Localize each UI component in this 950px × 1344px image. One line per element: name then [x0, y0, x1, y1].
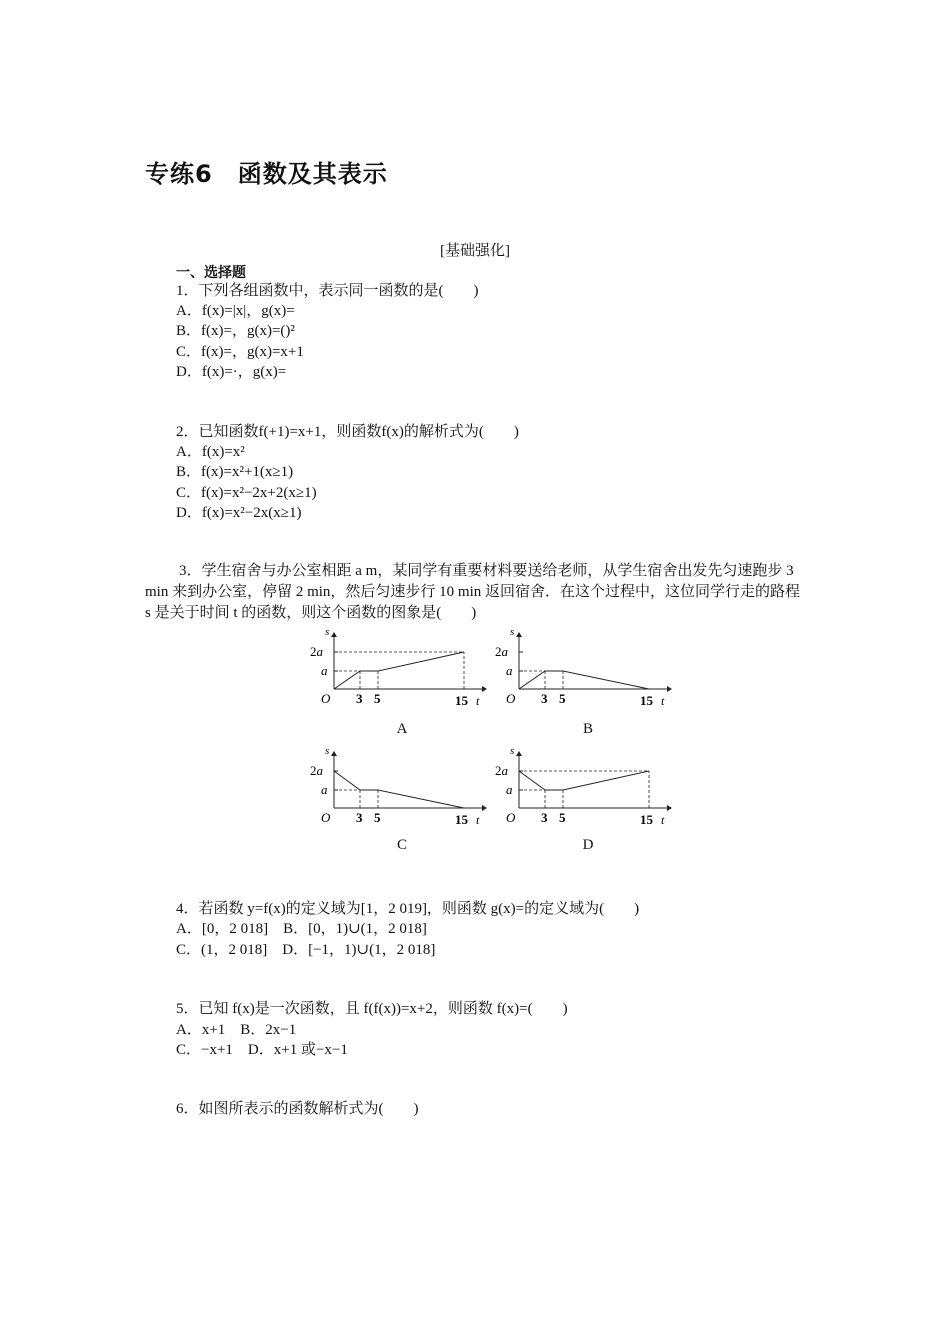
- series-line-d: [519, 771, 649, 790]
- s-axis-label: s: [325, 745, 330, 757]
- t-axis-arrow: [667, 686, 672, 692]
- q5-stem: 5．已知 f(x)是一次函数，且 f(f(x))=x+2，则函数 f(x)=( ): [176, 1001, 568, 1017]
- q1-option-b: B．f(x)=，g(x)=()²: [176, 323, 295, 339]
- origin-label: O: [321, 691, 331, 706]
- q3-stem: 3．学生宿舍与办公室相距 a m，某同学有重要材料要送给老师，从学生宿舍出发先匀速跑步 3 min 来到办公室，停留 2 min，然后匀速步行 10 min 返回宿舍．在这个过程中，这位同学行走的路程 s 是关于时间 t 的函数，则这个函数的图象是( ): [145, 563, 801, 621]
- graph-plot-area: [495, 745, 672, 827]
- t-axis-label: t: [476, 694, 480, 708]
- x-tick-5: 5: [559, 810, 566, 825]
- q1-stem: 1．下列各组函数中，表示同一函数的是( ): [176, 283, 479, 299]
- y-tick-2a: 2a: [310, 644, 323, 659]
- q2-option-b: B．f(x)=x²+1(x≥1): [176, 464, 294, 480]
- q2-option-d: D．f(x)=x²−2x(x≥1): [176, 505, 302, 521]
- y-tick-a: a: [321, 782, 328, 797]
- q1-option-c: C．f(x)=，g(x)=x+1: [176, 344, 304, 360]
- s-axis-label: s: [510, 745, 515, 757]
- q2-stem: 2．已知函数f(+1)=x+1，则函数f(x)的解析式为( ): [176, 424, 519, 440]
- y-tick-a: a: [321, 663, 328, 678]
- graph-b: [494, 626, 684, 726]
- q2-option-a: A．f(x)=x²: [176, 444, 245, 460]
- graph-label-c: C: [396, 837, 407, 853]
- t-axis-label: t: [661, 694, 665, 708]
- y-tick-2a: 2a: [495, 644, 508, 659]
- q1-option-a: A．f(x)=|x|，g(x)=: [176, 303, 295, 319]
- q4-options-ab: A．[0，2 018] B．[0，1)∪(1，2 018]: [176, 921, 427, 937]
- q5-options-cd: C．−x+1 D．x+1 或−x−1: [176, 1042, 348, 1058]
- s-axis-arrow: [516, 632, 522, 637]
- x-tick-5: 5: [559, 691, 566, 706]
- series-line-b: [519, 671, 649, 689]
- x-tick-15: 15: [640, 812, 653, 827]
- x-tick-5: 5: [374, 810, 381, 825]
- x-tick-5: 5: [374, 691, 381, 706]
- q4-stem: 4．若函数 y=f(x)的定义域为[1，2 019]，则函数 g(x)=的定义域为( ): [176, 901, 640, 917]
- t-axis-label: t: [476, 813, 480, 827]
- x-tick-3: 3: [541, 810, 548, 825]
- q6-stem: 6．如图所表示的函数解析式为( ): [176, 1101, 419, 1117]
- q2-option-c: C．f(x)=x²−2x+2(x≥1): [176, 485, 317, 501]
- section-heading: 一、选择题: [176, 265, 246, 281]
- y-tick-2a: 2a: [495, 763, 508, 778]
- x-tick-3: 3: [541, 691, 548, 706]
- graph-d: [494, 745, 684, 845]
- origin-label: O: [506, 691, 516, 706]
- t-axis-arrow: [482, 686, 487, 692]
- t-axis-arrow: [667, 805, 672, 811]
- graph-label-d: D: [582, 837, 594, 853]
- graph-plot-area: [495, 626, 672, 708]
- s-axis-arrow: [331, 751, 337, 756]
- x-tick-15: 15: [455, 812, 468, 827]
- subtitle: [基础强化]: [440, 243, 510, 259]
- y-tick-a: a: [506, 663, 513, 678]
- q4-options-cd: C．(1，2 018] D．[−1，1)∪(1，2 018]: [176, 942, 436, 958]
- x-tick-3: 3: [356, 810, 363, 825]
- graph-plot-area: [310, 626, 487, 708]
- graph-plot-area: [310, 745, 487, 827]
- graph-c: [309, 745, 499, 845]
- q5-options-ab: A．x+1 B．2x−1: [176, 1022, 297, 1038]
- series-line-c: [334, 771, 464, 808]
- x-tick-15: 15: [455, 693, 468, 708]
- series-line-a: [334, 652, 464, 689]
- y-tick-2a: 2a: [310, 763, 323, 778]
- graph-label-a: A: [396, 721, 408, 737]
- origin-label: O: [506, 810, 516, 825]
- s-axis-arrow: [516, 751, 522, 756]
- page-title: 专练6 函数及其表示: [145, 160, 388, 188]
- s-axis-label: s: [510, 626, 515, 638]
- q1-option-d: D．f(x)=·，g(x)=: [176, 364, 287, 380]
- x-tick-15: 15: [640, 693, 653, 708]
- origin-label: O: [321, 810, 331, 825]
- graph-a: [309, 626, 499, 726]
- graph-label-b: B: [582, 721, 593, 737]
- t-axis-arrow: [482, 805, 487, 811]
- x-tick-3: 3: [356, 691, 363, 706]
- y-tick-a: a: [506, 782, 513, 797]
- s-axis-label: s: [325, 626, 330, 638]
- t-axis-label: t: [661, 813, 665, 827]
- s-axis-arrow: [331, 632, 337, 637]
